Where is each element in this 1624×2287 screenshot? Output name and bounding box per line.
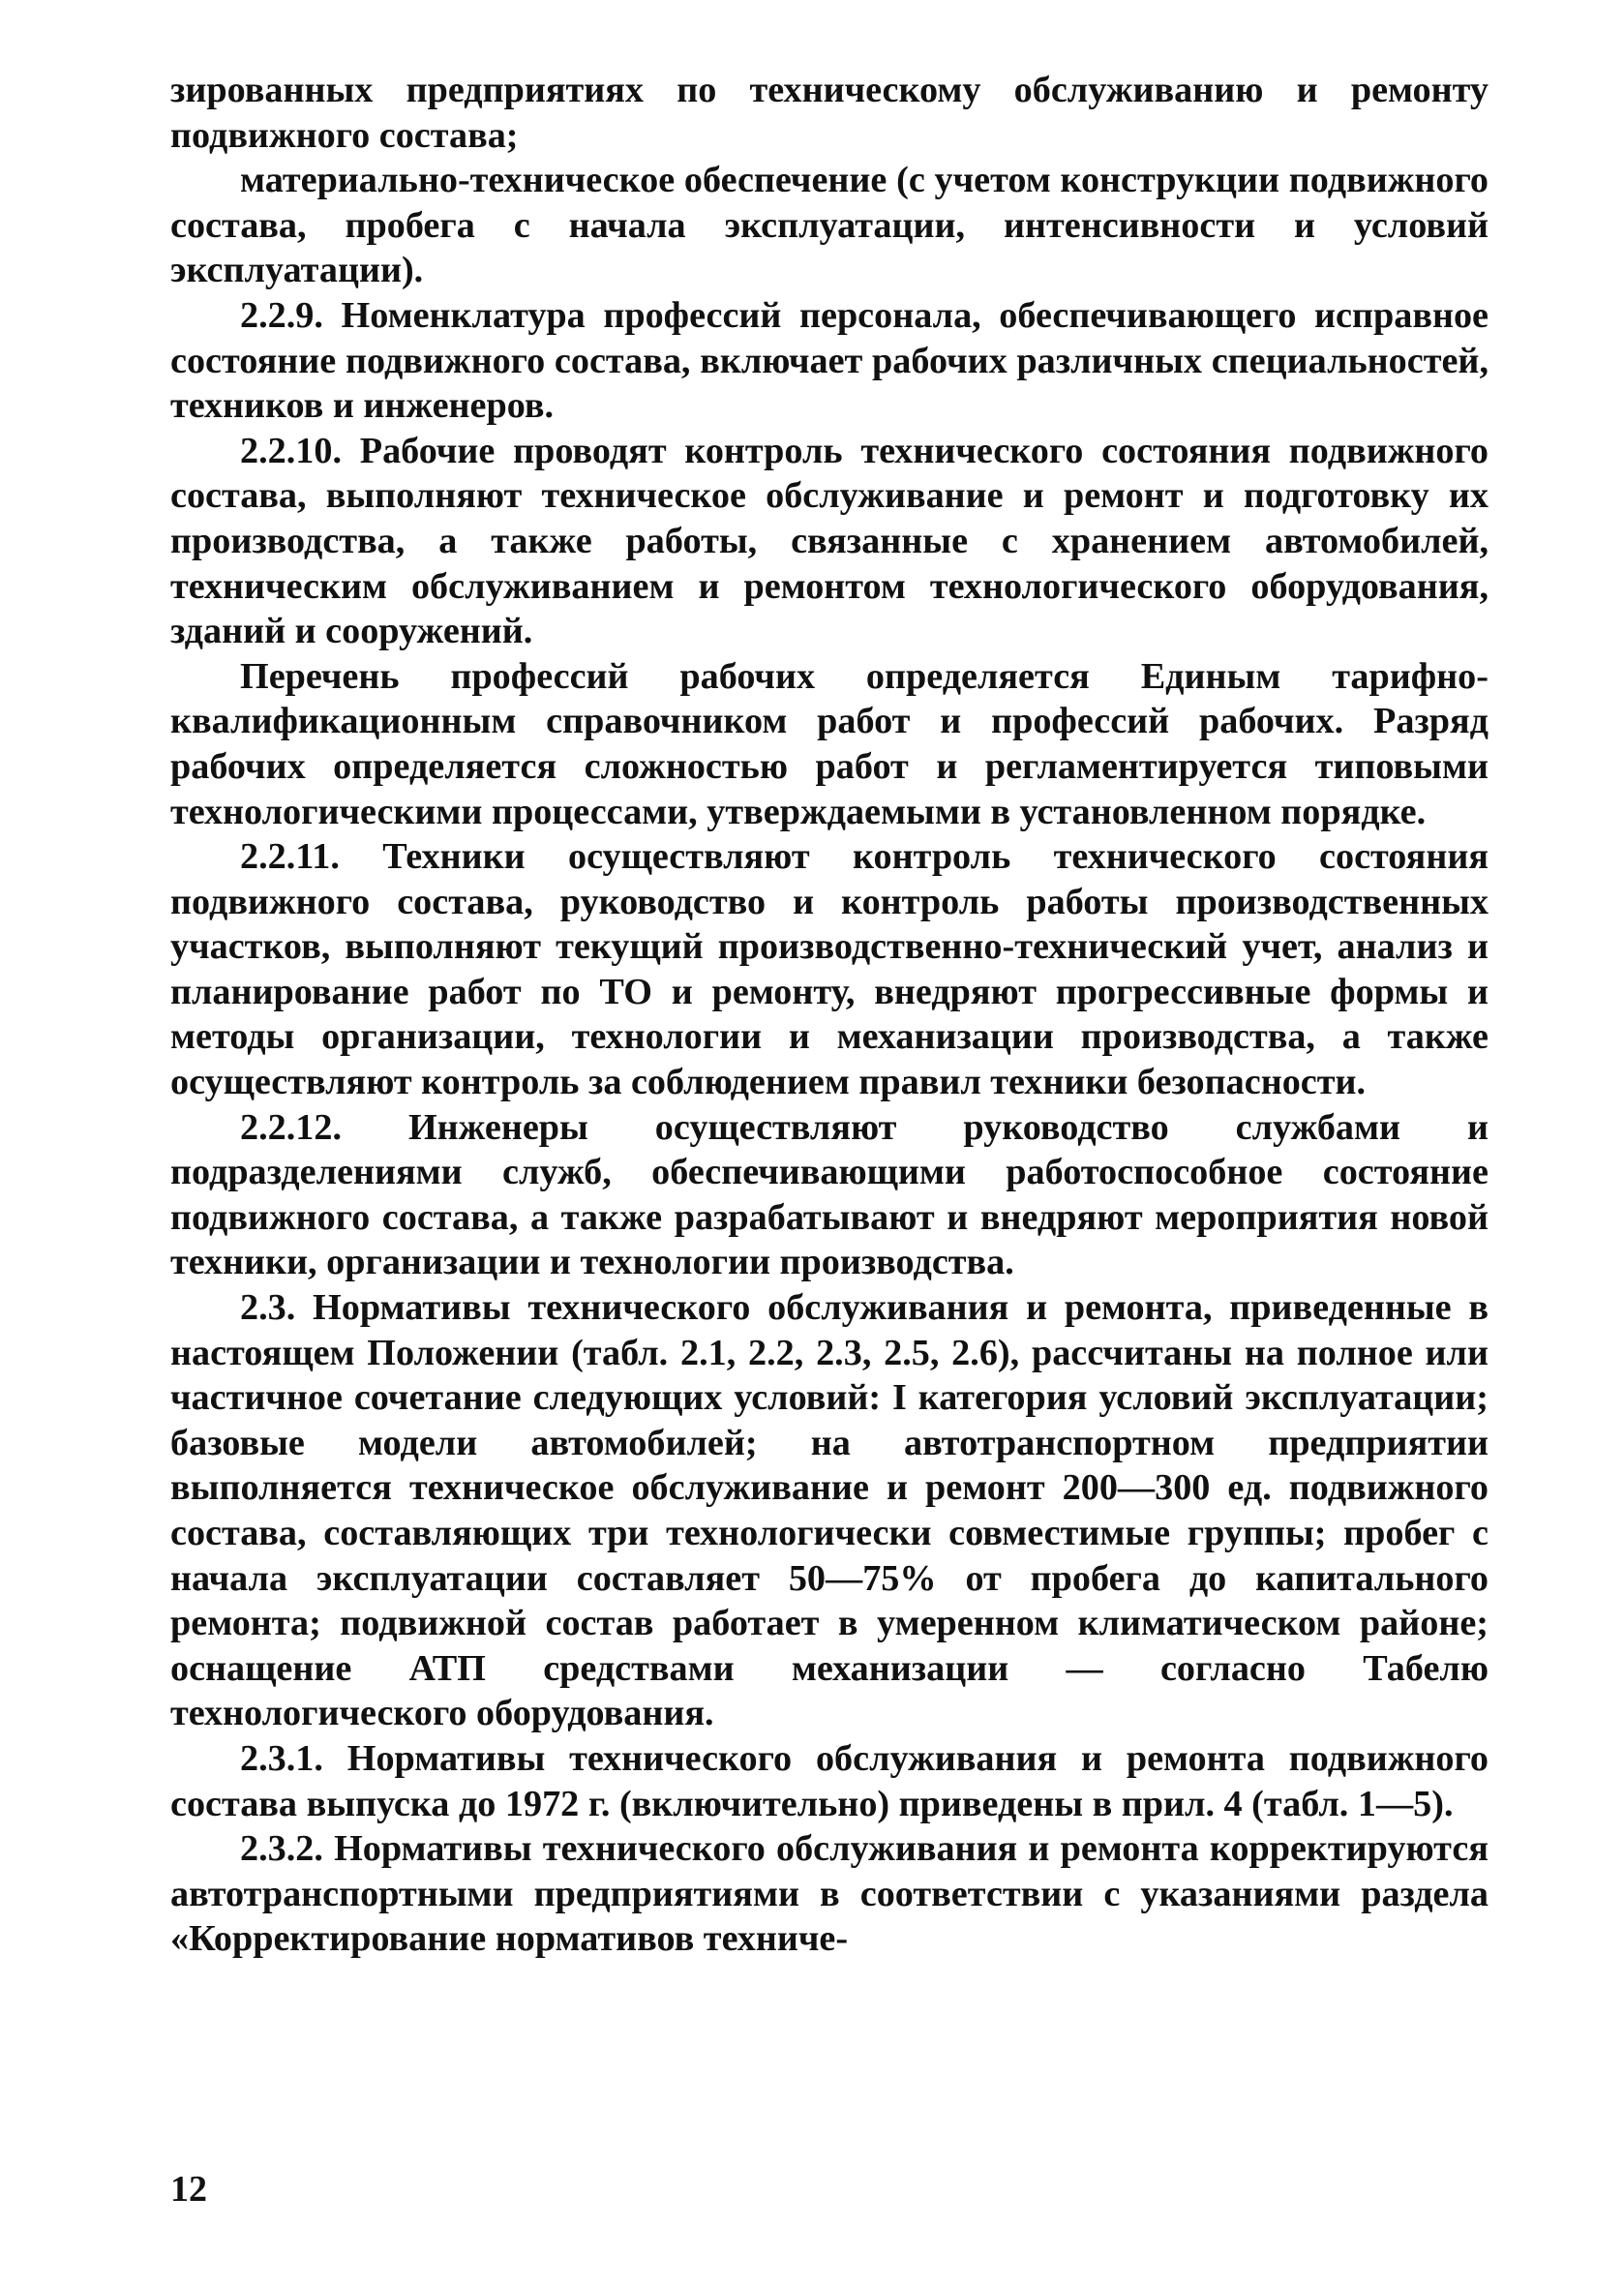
paragraph-material-support: материально-техническое обеспечение (с учетом конструкции подвижного состава, пробега с начала эксплуатации, интенсивности и условий эксплуатации).	[170, 160, 1489, 291]
paragraph-continuation: зированных предприятиях по техническому обслуживанию и ремонту подвижного состава;	[170, 70, 1489, 156]
page-body	[170, 68, 1489, 1962]
paragraph-2-2-10: 2.2.10. Рабочие проводят контроль технического состояния подвижного состава, выполняют техническое обслуживание и ремонт и подготовку их производства, а также работы, связанные с хранением автомобилей, техническим обслуживанием и ремонтом технологического оборудования, зданий и сооружений.	[170, 430, 1489, 652]
paragraph-2-3-1: 2.3.1. Нормативы технического обслуживания и ремонта подвижного состава выпуска до 1972 г. (включительно) приведены в прил. 4 (табл. 1—5).	[170, 1737, 1489, 1824]
paragraph-2-2-11: 2.2.11. Техники осуществляют контроль технического состояния подвижного состава, руководство и контроль работы производственных участков, выполняют текущий производственно-технический учет, анализ и планирование работ по ТО и ремонту, внедряют прогрессивные формы и методы организации, технологии и механизации производства, а также осуществляют контроль за соблюдением правил техники безопасности.	[170, 836, 1489, 1103]
paragraph-2-3-2: 2.3.2. Нормативы технического обслуживания и ремонта корректируются автотранспортными предприятиями в соответствии с указаниями раздела «Корректирование нормативов техниче-	[170, 1828, 1489, 1960]
page-number: 12	[170, 2169, 207, 2210]
paragraph-2-2-9: 2.2.9. Номенклатура профессий персонала, обеспечивающего исправное состояние подвижного состава, включает рабочих различных специальностей, техников и инженеров.	[170, 294, 1489, 427]
paragraph-2-3: 2.3. Нормативы технического обслуживания и ремонта, приведенные в настоящем Положении (табл. 2.1, 2.2, 2.3, 2.5, 2.6), рассчитаны на полное или частичное сочетание следующих условий: I категория условий эксплуатации; базовые модели автомобилей; на автотранспортном предприятии выполняется техническое обслуживание и ремонт 200—300 ед. подвижного состава, составляющих три технологически совместимые группы; пробег с начала эксплуатации составляет 50—75% от пробега до капитального ремонта; подвижной состав работает в умеренном климатическом районе; оснащение АТП средствами механизации — согласно Табелю технологического оборудования.	[170, 1287, 1489, 1734]
paragraph-professions-list: Перечень профессий рабочих определяется Единым тарифно-квалификационным справочником работ и профессий рабочих. Разряд рабочих определяется сложностью работ и регламентируется типовыми технологическими процессами, утверждаемыми в установленном порядке.	[170, 655, 1489, 832]
paragraph-2-2-12: 2.2.12. Инженеры осуществляют руководство службами и подразделениями служб, обеспечивающими работоспособное состояние подвижного состава, а также разрабатывают и внедряют мероприятия новой техники, организации и технологии производства.	[170, 1106, 1489, 1283]
